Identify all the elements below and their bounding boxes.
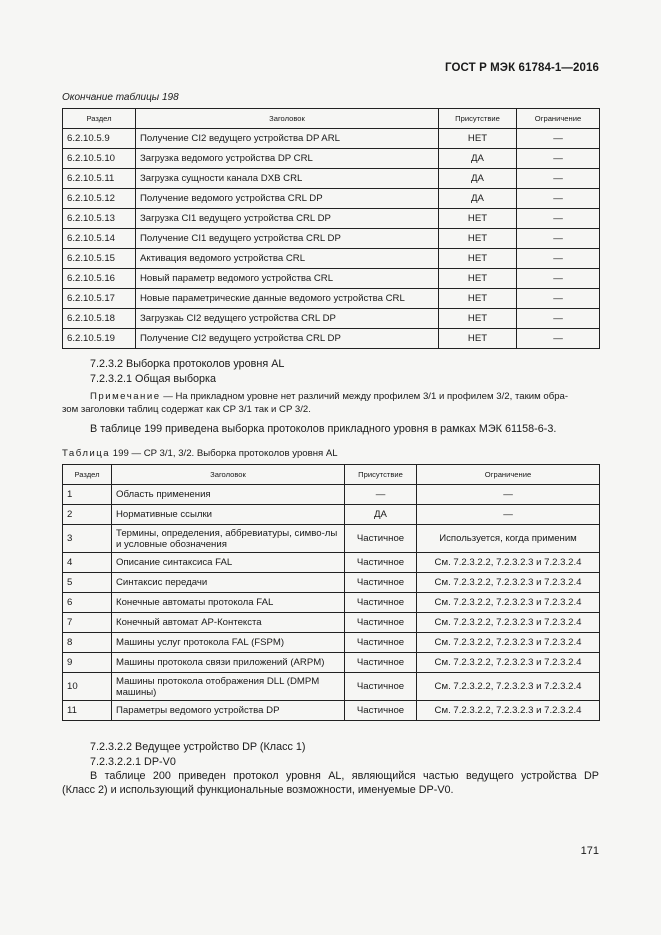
table-row bbox=[63, 329, 600, 349]
cell-section: 5 bbox=[63, 573, 112, 593]
cell-section: 7 bbox=[63, 613, 112, 633]
cell-section: 6.2.10.5.12 bbox=[63, 189, 136, 209]
cell-constraint: См. 7.2.3.2.2, 7.2.3.2.3 и 7.2.3.2.4 bbox=[417, 701, 600, 721]
cell-section: 4 bbox=[63, 553, 112, 573]
note-label: Примечание bbox=[90, 391, 161, 402]
cell-section: 6.2.10.5.15 bbox=[63, 249, 136, 269]
cell-presence: ДА bbox=[439, 189, 517, 209]
table-198 bbox=[62, 108, 600, 349]
table-row bbox=[63, 505, 600, 525]
cell-presence: Частичное bbox=[345, 673, 417, 701]
table-row bbox=[63, 573, 600, 593]
table-row bbox=[63, 149, 600, 169]
cell-section: 6.2.10.5.13 bbox=[63, 209, 136, 229]
col-header-constraint: Ограничение bbox=[417, 465, 600, 485]
section-heading-7-2-3-2: 7.2.3.2 Выборка протоколов уровня AL bbox=[90, 358, 285, 370]
table-row bbox=[63, 701, 600, 721]
cell-title: Загрузка ведомого устройства DP CRL bbox=[136, 149, 439, 169]
table-row bbox=[63, 169, 600, 189]
cell-constraint: — bbox=[517, 169, 600, 189]
cell-presence: Частичное bbox=[345, 573, 417, 593]
paragraph-table200-line1: В таблице 200 приведен протокол уровня AL, являющийся частью ведущего устройства DP bbox=[90, 770, 599, 782]
cell-section: 6.2.10.5.17 bbox=[63, 289, 136, 309]
cell-title: Получение ведомого устройства CRL DP bbox=[136, 189, 439, 209]
cell-section: 11 bbox=[63, 701, 112, 721]
cell-section: 3 bbox=[63, 525, 112, 553]
cell-title: Термины, определения, аббревиатуры, симво-лы и условные обозначения bbox=[112, 525, 345, 553]
cell-presence: — bbox=[345, 485, 417, 505]
cell-title: Описание синтаксиса FAL bbox=[112, 553, 345, 573]
cell-presence: НЕТ bbox=[439, 289, 517, 309]
cell-presence: Частичное bbox=[345, 593, 417, 613]
table-row bbox=[63, 525, 600, 553]
cell-presence: Частичное bbox=[345, 701, 417, 721]
cell-title: Машины протокола отображения DLL (DMPM машины) bbox=[112, 673, 345, 701]
cell-section: 2 bbox=[63, 505, 112, 525]
cell-presence: НЕТ bbox=[439, 329, 517, 349]
table-row bbox=[63, 593, 600, 613]
cell-presence: НЕТ bbox=[439, 249, 517, 269]
cell-constraint: — bbox=[517, 249, 600, 269]
cell-constraint: — bbox=[517, 289, 600, 309]
cell-section: 6.2.10.5.14 bbox=[63, 229, 136, 249]
cell-section: 1 bbox=[63, 485, 112, 505]
cell-title: Область применения bbox=[112, 485, 345, 505]
section-heading-7-2-3-2-2-1: 7.2.3.2.2.1 DP-V0 bbox=[90, 756, 176, 768]
cell-presence: Частичное bbox=[345, 633, 417, 653]
cell-section: 6.2.10.5.10 bbox=[63, 149, 136, 169]
table199-caption-label: Таблица bbox=[62, 448, 111, 459]
cell-section: 8 bbox=[63, 633, 112, 653]
cell-section: 6.2.10.5.11 bbox=[63, 169, 136, 189]
col-header-constraint: Ограничение bbox=[517, 109, 600, 129]
cell-constraint: — bbox=[517, 189, 600, 209]
table-header-row bbox=[63, 109, 600, 129]
cell-title: Машины услуг протокола FAL (FSPM) bbox=[112, 633, 345, 653]
cell-presence: НЕТ bbox=[439, 309, 517, 329]
table-row bbox=[63, 269, 600, 289]
cell-constraint: См. 7.2.3.2.2, 7.2.3.2.3 и 7.2.3.2.4 bbox=[417, 573, 600, 593]
page-number: 171 bbox=[580, 845, 599, 857]
col-header-section: Раздел bbox=[63, 465, 112, 485]
cell-title: Новые параметрические данные ведомого устройства CRL bbox=[136, 289, 439, 309]
table-row bbox=[63, 249, 600, 269]
table-199 bbox=[62, 464, 600, 721]
table-row bbox=[63, 633, 600, 653]
cell-title: Параметры ведомого устройства DP bbox=[112, 701, 345, 721]
table-row bbox=[63, 653, 600, 673]
cell-constraint: — bbox=[517, 129, 600, 149]
cell-presence: НЕТ bbox=[439, 209, 517, 229]
col-header-title: Заголовок bbox=[112, 465, 345, 485]
standard-header: ГОСТ Р МЭК 61784-1—2016 bbox=[445, 62, 599, 74]
cell-title: Загрузка CI1 ведущего устройства CRL DP bbox=[136, 209, 439, 229]
cell-constraint: — bbox=[517, 149, 600, 169]
cell-presence: Частичное bbox=[345, 553, 417, 573]
cell-title: Получение CI2 ведущего устройства DP ARL bbox=[136, 129, 439, 149]
cell-constraint: См. 7.2.3.2.2, 7.2.3.2.3 и 7.2.3.2.4 bbox=[417, 673, 600, 701]
paragraph-table200-line2: (Класс 2) и использующий функциональные возможности, именуемые DP-V0. bbox=[62, 784, 454, 796]
table-row bbox=[63, 289, 600, 309]
cell-constraint: Используется, когда применим bbox=[417, 525, 600, 553]
cell-constraint: — bbox=[517, 309, 600, 329]
cell-title: Загрузкаь CI2 ведущего устройства CRL DP bbox=[136, 309, 439, 329]
table199-caption bbox=[62, 447, 338, 460]
cell-title: Конечные автоматы протокола FAL bbox=[112, 593, 345, 613]
cell-title: Получение CI1 ведущего устройства CRL DP bbox=[136, 229, 439, 249]
cell-title: Активация ведомого устройства CRL bbox=[136, 249, 439, 269]
cell-constraint: — bbox=[517, 329, 600, 349]
cell-title: Машины протокола связи приложений (ARPM) bbox=[112, 653, 345, 673]
cell-section: 6.2.10.5.9 bbox=[63, 129, 136, 149]
cell-presence: НЕТ bbox=[439, 269, 517, 289]
table-row bbox=[63, 613, 600, 633]
cell-title: Получение CI2 ведущего устройства CRL DP bbox=[136, 329, 439, 349]
section-heading-7-2-3-2-1: 7.2.3.2.1 Общая выборка bbox=[90, 373, 216, 385]
note-text-1: — На прикладном уровне нет различий между профилем 3/1 и профилем 3/2, таким обра- bbox=[160, 391, 569, 402]
cell-section: 6.2.10.5.18 bbox=[63, 309, 136, 329]
cell-presence: ДА bbox=[439, 169, 517, 189]
table-header-row bbox=[63, 465, 600, 485]
table-row bbox=[63, 129, 600, 149]
cell-title: Загрузка сущности канала DXB CRL bbox=[136, 169, 439, 189]
cell-constraint: См. 7.2.3.2.2, 7.2.3.2.3 и 7.2.3.2.4 bbox=[417, 633, 600, 653]
cell-presence: Частичное bbox=[345, 613, 417, 633]
table-row bbox=[63, 229, 600, 249]
cell-presence: НЕТ bbox=[439, 229, 517, 249]
note-line-2: зом заголовки таблиц содержат как CP 3/1 так и CP 3/2. bbox=[62, 404, 311, 415]
table-row bbox=[63, 189, 600, 209]
cell-section: 6.2.10.5.19 bbox=[63, 329, 136, 349]
col-header-section: Раздел bbox=[63, 109, 136, 129]
paragraph-table199-intro: В таблице 199 приведена выборка протоколов прикладного уровня в рамках МЭК 61158-6-3. bbox=[90, 423, 557, 435]
cell-title: Конечный автомат AP-Контекста bbox=[112, 613, 345, 633]
cell-section: 10 bbox=[63, 673, 112, 701]
table198-caption: Окончание таблицы 198 bbox=[62, 92, 179, 103]
note-line-1 bbox=[90, 390, 599, 403]
cell-section: 9 bbox=[63, 653, 112, 673]
table-row bbox=[63, 309, 600, 329]
cell-constraint: — bbox=[417, 505, 600, 525]
cell-constraint: См. 7.2.3.2.2, 7.2.3.2.3 и 7.2.3.2.4 bbox=[417, 653, 600, 673]
cell-presence: ДА bbox=[439, 149, 517, 169]
cell-title: Нормативные ссылки bbox=[112, 505, 345, 525]
cell-constraint: — bbox=[517, 209, 600, 229]
section-heading-7-2-3-2-2: 7.2.3.2.2 Ведущее устройство DP (Класс 1) bbox=[90, 741, 306, 753]
cell-presence: Частичное bbox=[345, 525, 417, 553]
table-row bbox=[63, 553, 600, 573]
table-row bbox=[63, 673, 600, 701]
cell-title: Синтаксис передачи bbox=[112, 573, 345, 593]
cell-presence: ДА bbox=[345, 505, 417, 525]
cell-constraint: — bbox=[417, 485, 600, 505]
cell-constraint: См. 7.2.3.2.2, 7.2.3.2.3 и 7.2.3.2.4 bbox=[417, 613, 600, 633]
table199-caption-text: 199 — CP 3/1, 3/2. Выборка протоколов уровня AL bbox=[110, 448, 338, 459]
cell-presence: НЕТ bbox=[439, 129, 517, 149]
col-header-presence: Присутствие bbox=[439, 109, 517, 129]
cell-title: Новый параметр ведомого устройства CRL bbox=[136, 269, 439, 289]
cell-constraint: См. 7.2.3.2.2, 7.2.3.2.3 и 7.2.3.2.4 bbox=[417, 553, 600, 573]
table-row bbox=[63, 485, 600, 505]
cell-constraint: — bbox=[517, 229, 600, 249]
cell-presence: Частичное bbox=[345, 653, 417, 673]
col-header-presence: Присутствие bbox=[345, 465, 417, 485]
table-row bbox=[63, 209, 600, 229]
cell-constraint: — bbox=[517, 269, 600, 289]
cell-section: 6.2.10.5.16 bbox=[63, 269, 136, 289]
cell-constraint: См. 7.2.3.2.2, 7.2.3.2.3 и 7.2.3.2.4 bbox=[417, 593, 600, 613]
cell-section: 6 bbox=[63, 593, 112, 613]
col-header-title: Заголовок bbox=[136, 109, 439, 129]
